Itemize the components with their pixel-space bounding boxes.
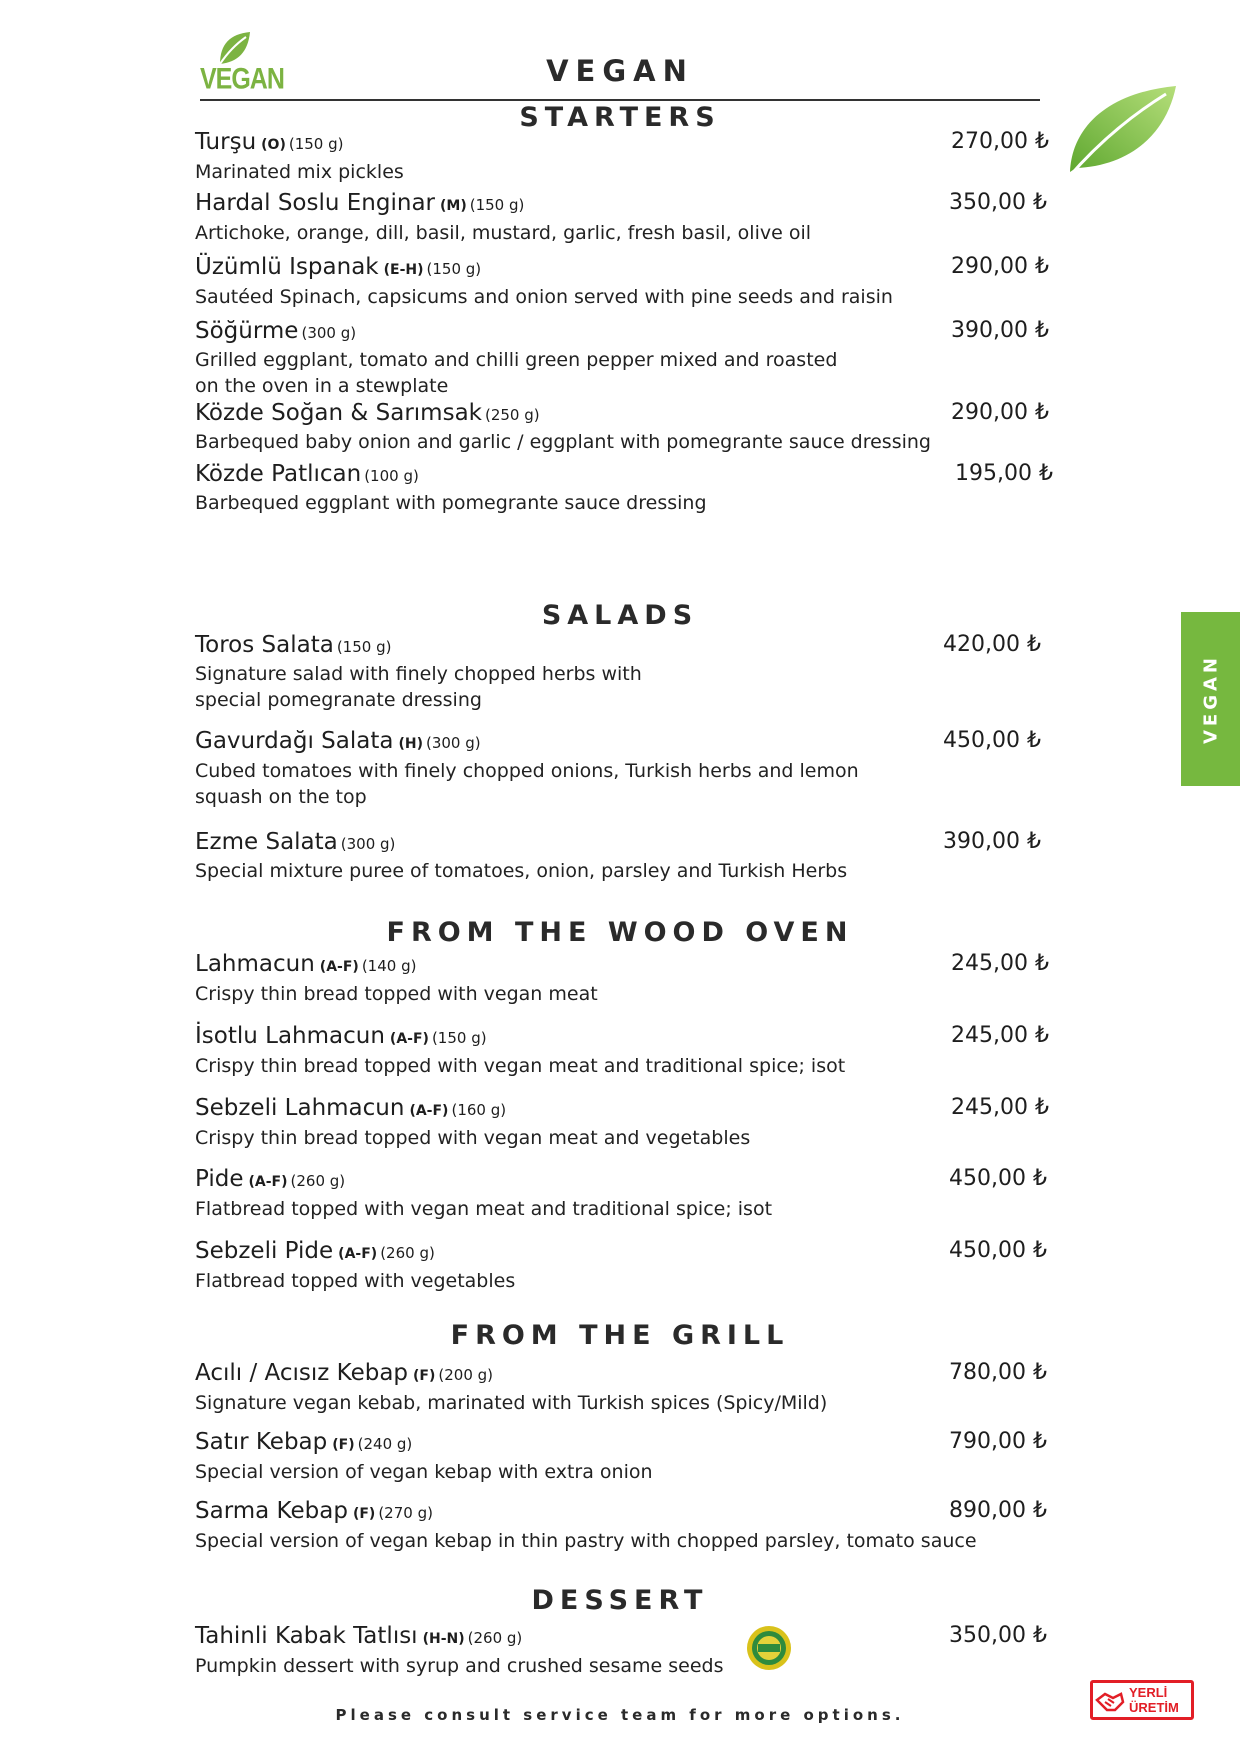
side-tab-label: VEGAN — [1200, 654, 1221, 744]
menu-item-header — [195, 1428, 1055, 1459]
menu-item-header — [195, 128, 1055, 159]
footer-note: Please consult service team for more options. — [335, 1706, 905, 1724]
menu-item — [195, 128, 1055, 185]
menu-item-description: Barbequed eggplant with pomegrante sauce dressing — [195, 492, 707, 514]
menu-item-name: Acılı / Acısız Kebap — [195, 1360, 409, 1386]
allergen-code: (H) — [398, 736, 423, 752]
menu-item — [195, 1022, 1055, 1079]
menu-item-header — [195, 1622, 1055, 1653]
menu-item-description: on the oven in a stewplate — [195, 375, 449, 397]
portion-weight: (150 g) — [288, 135, 344, 153]
menu-item — [195, 1497, 1055, 1554]
portion-weight: (260 g) — [380, 1244, 435, 1262]
menu-item-name: Ezme Salata — [195, 829, 338, 855]
allergen-code: (A-F) — [389, 1031, 429, 1047]
menu-item — [195, 1428, 1055, 1485]
allergen-code: (F) — [413, 1368, 436, 1384]
menu-item-header — [195, 399, 1055, 429]
menu-item-description: Special mixture puree of tomatoes, onion, parsley and Turkish Herbs — [195, 860, 848, 882]
menu-item-price: 245,00 ₺ — [951, 1023, 1049, 1048]
portion-weight: (260 g) — [290, 1172, 346, 1190]
badge-line-1: YERLİ — [1129, 1685, 1168, 1700]
menu-item-description: squash on the top — [195, 786, 367, 808]
portion-weight: (150 g) — [426, 260, 482, 278]
portion-weight: (150 g) — [336, 638, 392, 656]
section-title-from-the-grill: FROM THE GRILL — [450, 1320, 790, 1351]
menu-item-name: Hardal Soslu Enginar — [195, 190, 435, 216]
menu-item — [195, 1359, 1055, 1416]
menu-item — [195, 317, 1055, 399]
menu-item-header — [195, 950, 1055, 981]
allergen-code: (A-F) — [409, 1103, 449, 1119]
menu-item-description: Crispy thin bread topped with vegan meat and vegetables — [195, 1127, 751, 1149]
menu-item-header — [195, 189, 1055, 220]
menu-item — [195, 727, 1055, 810]
allergen-code: (E-H) — [383, 262, 424, 278]
menu-item-header — [195, 1237, 1055, 1268]
menu-item-header — [195, 828, 1055, 858]
menu-item-description: Signature vegan kebab, marinated with Turkish spices (Spicy/Mild) — [195, 1392, 828, 1414]
menu-item — [195, 460, 1055, 516]
leaf-decoration-icon — [1062, 84, 1182, 180]
portion-weight: (260 g) — [467, 1629, 523, 1647]
menu-item — [195, 631, 1055, 713]
badge-line-2: ÜRETİM — [1129, 1700, 1179, 1715]
menu-item-price: 270,00 ₺ — [951, 129, 1049, 154]
allergen-code: (F) — [332, 1437, 355, 1453]
menu-item-name: Satır Kebap — [195, 1429, 328, 1455]
title-divider — [200, 99, 1040, 101]
menu-item-description: Special version of vegan kebap with extra onion — [195, 1461, 653, 1483]
allergen-code: (F) — [352, 1506, 376, 1522]
menu-item-header — [195, 1359, 1055, 1390]
menu-item-name: Sebzeli Pide — [195, 1238, 334, 1264]
portion-weight: (200 g) — [438, 1366, 494, 1384]
menu-item-header — [195, 1497, 1055, 1528]
menu-item-name: Toros Salata — [195, 632, 334, 658]
menu-item-name: Turşu — [195, 129, 257, 155]
menu-item-description: Marinated mix pickles — [195, 161, 404, 183]
handshake-icon — [1095, 1686, 1125, 1716]
allergen-code: (A-F) — [319, 959, 359, 975]
portion-weight: (300 g) — [301, 324, 357, 342]
menu-item-price: 290,00 ₺ — [951, 254, 1049, 279]
portion-weight: (150 g) — [469, 196, 525, 214]
menu-item-name: Üzümlü Ispanak — [195, 254, 379, 280]
menu-item-price: 245,00 ₺ — [951, 1095, 1049, 1120]
allergen-code: (O) — [261, 137, 286, 153]
menu-item-price: 780,00 ₺ — [949, 1360, 1047, 1385]
menu-item-name: Sarma Kebap — [195, 1498, 348, 1524]
allergen-code: (M) — [440, 198, 467, 214]
logo-text: VEGAN — [200, 62, 284, 96]
menu-item-header — [195, 1165, 1055, 1196]
menu-item-price: 450,00 ₺ — [949, 1166, 1047, 1191]
menu-item — [195, 828, 1055, 884]
menu-item — [195, 950, 1055, 1007]
page-title: VEGAN — [546, 54, 694, 88]
menu-item-description: Sautéed Spinach, capsicums and onion served with pine seeds and raisin — [195, 286, 893, 308]
menu-item-name: Közde Patlıcan — [195, 461, 362, 487]
portion-weight: (140 g) — [361, 957, 417, 975]
section-title-dessert: DESSERT — [531, 1585, 709, 1616]
menu-item-price: 450,00 ₺ — [949, 1238, 1047, 1263]
menu-item-header — [195, 631, 1055, 661]
menu-item-header — [195, 253, 1055, 284]
allergen-code: (A-F) — [248, 1174, 288, 1190]
menu-item — [195, 399, 1055, 455]
menu-item-name: Pide — [195, 1166, 244, 1192]
menu-item-name: Sebzeli Lahmacun — [195, 1095, 405, 1121]
menu-item-description: Artichoke, orange, dill, basil, mustard, garlic, fresh basil, olive oil — [195, 222, 811, 244]
portion-weight: (300 g) — [340, 835, 396, 853]
allergen-code: (H-N) — [422, 1631, 465, 1647]
menu-item-description: Special version of vegan kebap in thin pastry with chopped parsley, tomato sauce — [195, 1530, 977, 1552]
menu-item — [195, 1094, 1055, 1151]
menu-item — [195, 1622, 1055, 1679]
menu-item-header — [195, 317, 1055, 347]
menu-item-price: 290,00 ₺ — [951, 400, 1049, 425]
menu-item-header — [195, 1022, 1055, 1053]
menu-item-price: 390,00 ₺ — [943, 829, 1041, 854]
menu-item-header — [195, 727, 1055, 758]
portion-weight: (150 g) — [431, 1029, 487, 1047]
yerli-uretim-badge — [1090, 1680, 1194, 1720]
portion-weight: (270 g) — [378, 1504, 433, 1522]
menu-item-description: Flatbread topped with vegetables — [195, 1270, 516, 1292]
menu-item — [195, 189, 1055, 246]
section-title-salads: SALADS — [541, 600, 699, 631]
menu-item-price: 450,00 ₺ — [943, 728, 1041, 753]
menu-item-header — [195, 460, 1055, 490]
menu-item-price: 790,00 ₺ — [949, 1429, 1047, 1454]
menu-item-price: 195,00 ₺ — [955, 461, 1053, 486]
menu-item-description: Grilled eggplant, tomato and chilli green pepper mixed and roasted — [195, 349, 838, 371]
menu-item-description: Crispy thin bread topped with vegan meat — [195, 983, 598, 1005]
menu-item-price: 350,00 ₺ — [949, 1623, 1047, 1648]
menu-item-price: 420,00 ₺ — [943, 632, 1041, 657]
menu-item-description: Pumpkin dessert with syrup and crushed sesame seeds — [195, 1655, 724, 1677]
allergen-code: (A-F) — [338, 1246, 378, 1262]
menu-item-price: 245,00 ₺ — [951, 951, 1049, 976]
menu-item-name: Lahmacun — [195, 951, 315, 977]
menu-item-header — [195, 1094, 1055, 1125]
menu-item-name: İsotlu Lahmacun — [195, 1023, 385, 1049]
menu-item — [195, 1237, 1055, 1294]
portion-weight: (160 g) — [451, 1101, 507, 1119]
quality-seal-icon — [746, 1625, 792, 1671]
menu-item — [195, 253, 1055, 310]
portion-weight: (300 g) — [425, 734, 481, 752]
menu-item-name: Közde Soğan & Sarımsak — [195, 400, 482, 426]
section-title-from-the-wood-oven: FROM THE WOOD OVEN — [386, 917, 854, 948]
menu-item-price: 350,00 ₺ — [949, 190, 1047, 215]
menu-item-name: Söğürme — [195, 318, 299, 344]
menu-item-description: Cubed tomatoes with finely chopped onions, Turkish herbs and lemon — [195, 760, 859, 782]
menu-item-description: Crispy thin bread topped with vegan meat and traditional spice; isot — [195, 1055, 846, 1077]
menu-item-description: Signature salad with finely chopped herbs with — [195, 663, 642, 685]
menu-item-description: Flatbread topped with vegan meat and traditional spice; isot — [195, 1198, 773, 1220]
portion-weight: (240 g) — [357, 1435, 413, 1453]
section-title-starters: STARTERS — [519, 102, 721, 133]
menu-item-description: Barbequed baby onion and garlic / eggplant with pomegrante sauce dressing — [195, 431, 931, 453]
menu-item-name: Gavurdağı Salata — [195, 728, 394, 754]
menu-item-description: special pomegranate dressing — [195, 689, 482, 711]
side-tab-vegan — [1181, 612, 1240, 786]
menu-item-name: Tahinli Kabak Tatlısı — [195, 1623, 418, 1649]
menu-item-price: 890,00 ₺ — [949, 1498, 1047, 1523]
menu-item — [195, 1165, 1055, 1222]
portion-weight: (100 g) — [364, 467, 419, 485]
menu-item-price: 390,00 ₺ — [951, 318, 1049, 343]
portion-weight: (250 g) — [484, 406, 540, 424]
